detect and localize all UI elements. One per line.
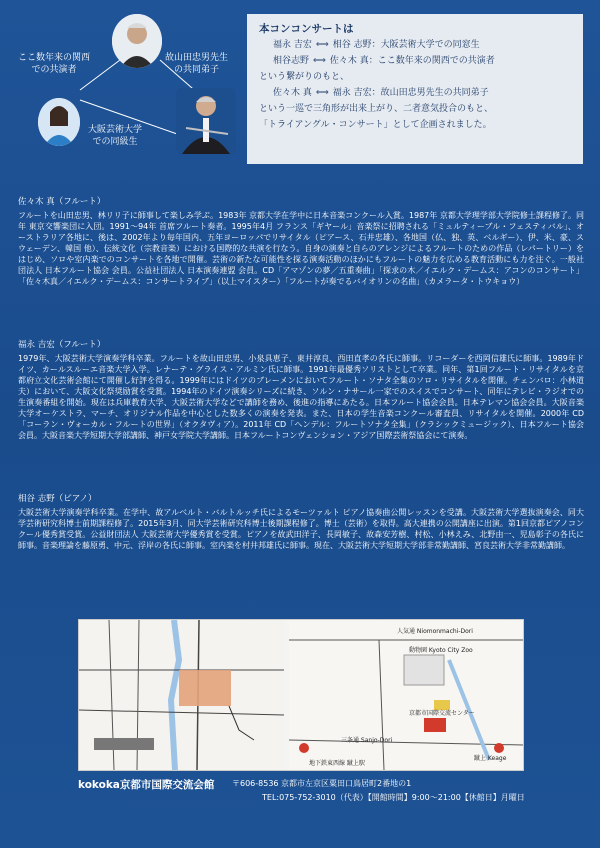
portrait-fukunaga: [176, 88, 236, 154]
venue-tel: TEL:075-752-3010（代表）【開館時間】9:00～21:00【休館日】月曜日: [262, 793, 525, 802]
bio-text: 1979年、大阪芸術大学演奏学科卒業。フルートを故山田忠男、小泉具恵子、東井淳良、西田直孝の各氏に師事。リコーダーを西岡信雄氏に師事。1989年ドイツ、カールスルーエ音楽大学入学。レナーテ・グライス・アルミン氏に師事。1991年最優秀ソリストとして卒業。同年、第1回フルート・リサイタルを京都府立文化芸術会館にて開催し好評を得る。1999年にはドイツのブレーメンにおいてフルート・ソナタ全集のソロ・リサイタルを開催。チェンバロ：小林道夫）において、大阪文化祭奨励賞を受賞。1994年のドイツ演奏シリーズに続き、ソルン・ナサール一家でのスイスでコンサート、同年にテレビ・ラジオでの生演奏番組を開始。現在は兵庫教育大学、大阪芸術大学などで講師を務め、後進の指導にあたる。日本フルート協会会員。日本テレマン協会会員。大阪音楽大学オーケストラ、マーチ、オリジナル作品を中心とした数多くの演奏を発表。また、日本の学生音楽コンクール審査員、リサイタルを開催。2000年 CD「コーラン・ヴォーカル・フルートの世界」（オクタヴィア）。2011年 CD「ヘンデル：フルートソナタ全集」（クラシックミュージック）、日本フルート協会 会員。大阪音楽大学短期大学部講師、神戸女学院大学講師。日本フルートコンヴェンション・アジア国際芸術祭協会にて演奏。: [18, 354, 584, 440]
map-label: 三条通 Sanjo-Dori: [341, 737, 393, 744]
bio-fukunaga: [18, 340, 584, 441]
bio-name: 福永 吉宏（フルート）: [18, 340, 106, 350]
bio-text: 大阪芸術大学演奏学科卒業。在学中、故アルベルト・バルトルッチ氏によるモーツァルト ピアノ協奏曲公開レッスンを受講。大阪芸術大学選抜演奏会、同大学芸術研究科博士前期課程修了。2015年3月、同大学芸術研究科博士後期課程修了。博士（芸術）を取得。高大連携の公開講座に出演。第1回京都ピアノコンクール優秀賞受賞。公益財団法人 大阪芸術大学優秀賞を受賞。ピアノを故武田洋子、長岡敏子、故森安芳樹、村松、小林えみ、北野由一、児島彰子の各氏に師事。音楽理論を藤原勇、中元、浮岸の各氏に師事。室内楽を村井邦雄氏に師事。現在、大阪芸術大学短期大学部非常勤講師、宮良芸術大学非常勤講師。: [18, 508, 584, 550]
venue-address: 〒606-8536 京都市左京区粟田口鳥居町2番地の1: [232, 779, 412, 788]
map-label: 動物園 Kyoto City Zoo: [409, 647, 473, 654]
overview-map: [79, 620, 284, 770]
access-map: [78, 619, 524, 771]
bio-aitani: [18, 494, 584, 551]
concept-line: という一巡で三角形が出来上がり、二者意気投合のもと、: [259, 104, 494, 114]
concept-box: [247, 14, 583, 164]
bio-text: フルートを山田忠男、林リリ子に師事して楽しみ学ぶ。1983年 京都大学在学中に日本音楽コンクール入賞。1987年 京都大学理学部大学院修士課程修了。同年 東京交響楽団に入団。1991～94年 首席フルート奏者。1995年4月 フランス「ギヤール」音楽祭に招聘される「ミュルティーブル・フェスティバル」、オーストラリア各地に、後は、2002年より毎年国内、五年ヨーロッパでリサイタル（ピアース、石井忠雄）、各地国（仏、独、英、ベルギー）、伊、米、豪、スウェーデン、韓国 他）、伝統文化（宗教音楽）における国際的な共演を行なう。自身の演奏と自らのアレンジによるフルートのための作品（レパートリー）をはじめ、ソロや室内楽でのコンサートを各地で開催。芸術の新たな可能性を探る演奏活動のほかにもフルートの魅力を広める教育活動にも力を注ぐ。一般社団法人 日本フルート協会 会員。公益社団法人 日本演奏連盟 会員。CD「アマゾンの夢／五重奏曲」「探求の木／イエルク・デームス：アコンのコンサート」「佐々木真／イエルク・デームス：コンサートライブ」（以上マイスター）「フルートが奏でるバイオリンの名曲」（カメラータ・トウキョウ）: [18, 211, 584, 286]
concept-line: という繋がりのもと、: [259, 72, 350, 82]
map-label: 地下鉄東西線 蹴上駅: [309, 760, 365, 767]
portrait-sasaki: [112, 14, 162, 68]
caption-bottom: 大阪芸術大学 での同級生: [88, 125, 143, 147]
concept-line: 佐々木 真 ⟺ 福永 吉宏：故山田忠男先生の共同弟子: [273, 88, 489, 98]
caption-left: ここ数年来の関西 での共演者: [18, 53, 91, 75]
concept-title: 本コンコンサートは: [259, 23, 354, 35]
venue-name: kokoka京都市国際交流会館: [78, 779, 215, 791]
bio-sasaki: [18, 197, 584, 287]
map-label: 京都市国際交流センター: [409, 710, 475, 717]
bio-name: 相谷 志野（ピアノ）: [18, 494, 97, 504]
caption-right: 故山田忠男先生 の共同弟子: [165, 53, 229, 75]
map-label: 人気通 Niomonmachi-Dori: [397, 628, 473, 635]
concept-line: 福永 吉宏 ⟺ 相谷 志野：大阪芸術大学での同窓生: [273, 40, 480, 50]
bio-name: 佐々木 真（フルート）: [18, 197, 106, 207]
portrait-aitani: [38, 98, 80, 146]
concept-line: 相谷志野 ⟺ 佐々木 真：ここ数年来の関西での共演者: [273, 56, 495, 66]
detail-map: [289, 620, 523, 770]
map-label: 蹴上 Keage: [474, 755, 507, 762]
concept-line: 「トライアングル・コンサート」として企画されました。: [259, 120, 492, 130]
